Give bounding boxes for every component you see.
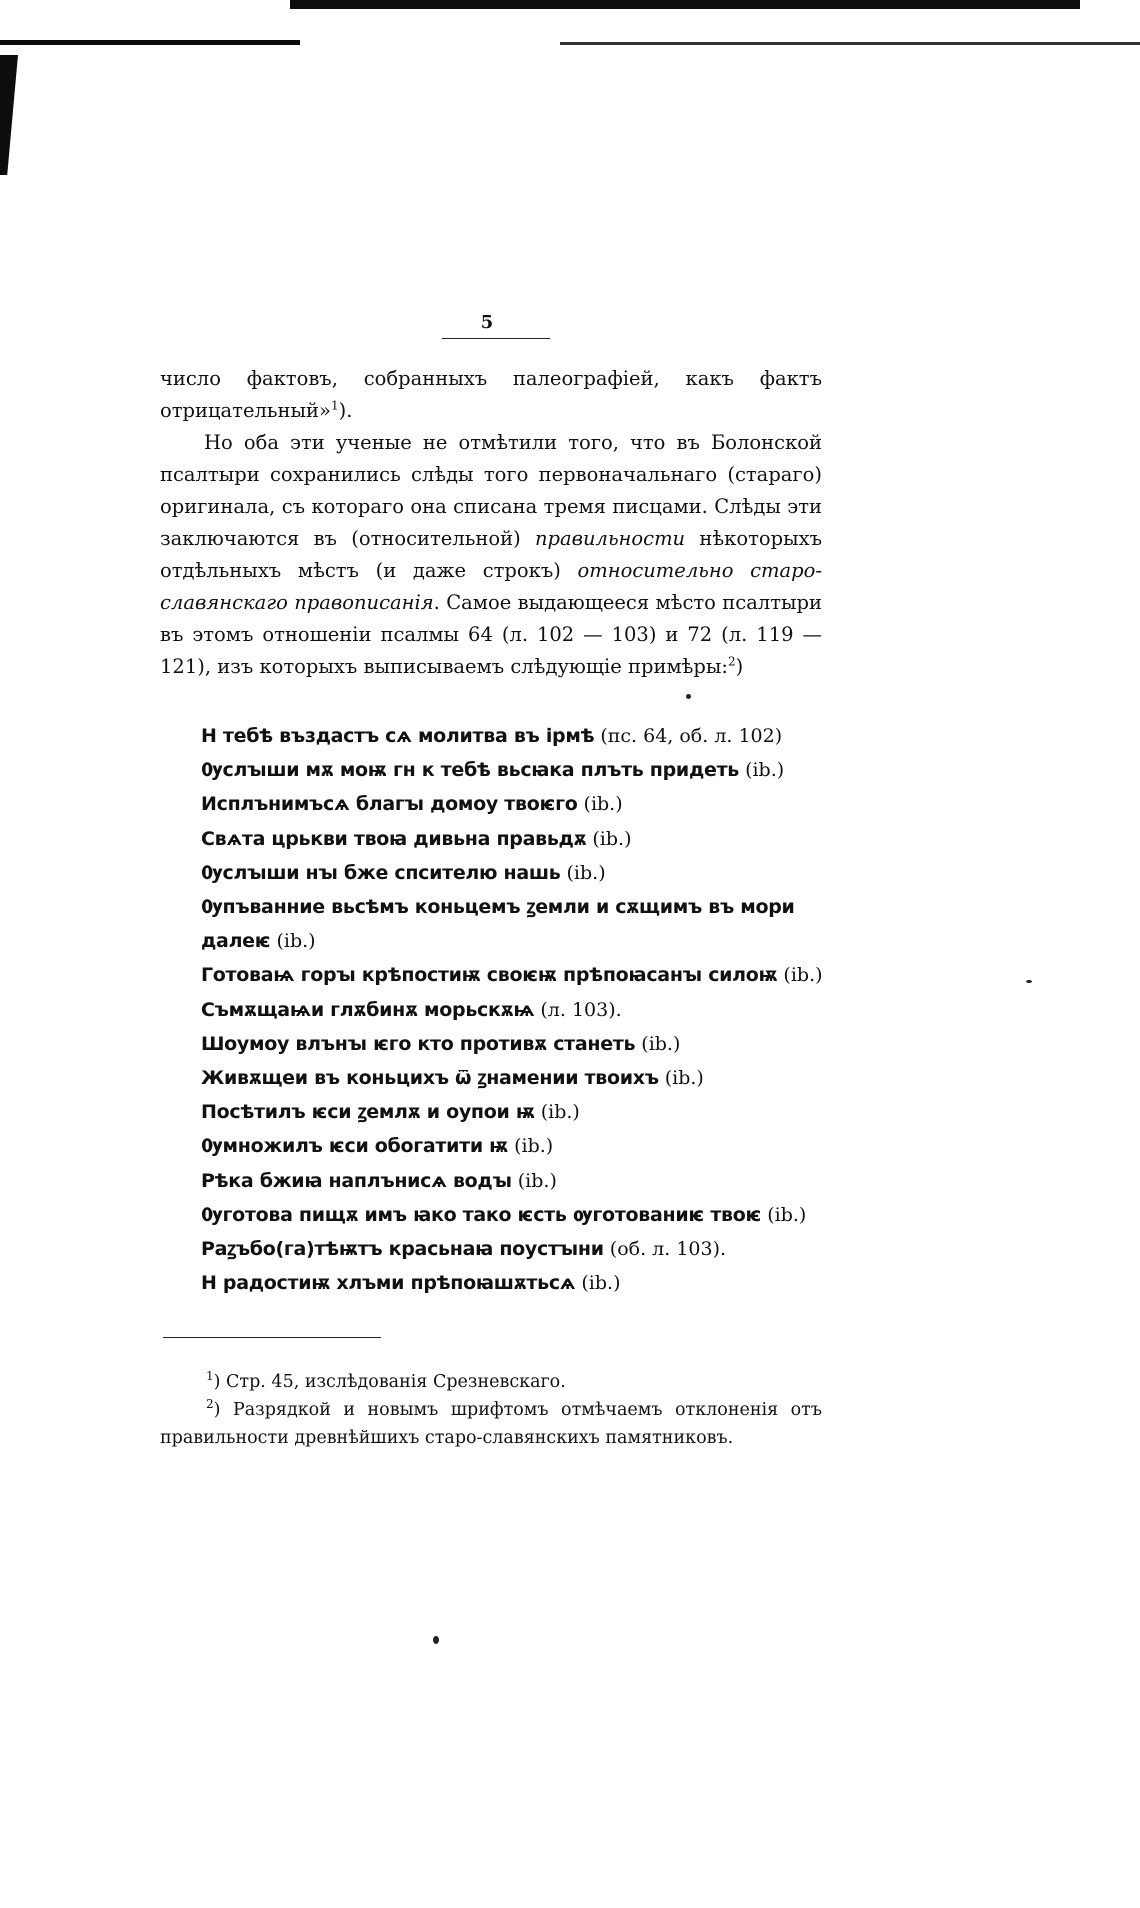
paragraph-1: число фактовъ, собранныхъ палеографіей, какъ фактъ отрицательный»$^1$). [160, 367, 822, 422]
example-line: Живѫщеи въ коньцихъ ѿ ꙁнамении твоихъ (ib.) [201, 1067, 704, 1090]
example-line: Ѹмножилъ ѥси обогатити ѭ (ib.) [201, 1135, 554, 1158]
page-number-rule [442, 338, 550, 339]
example-line: Исплънимъсѧ благꙑ домоу твоѥго (ib.) [201, 793, 623, 816]
example-line: Готоваѩ горꙑ крѣпостиѭ своѥѭ прѣпоꙗсанꙑ силоѭ (ib.) [201, 964, 823, 987]
body-text [160, 363, 822, 683]
footnote-ref-1: 1 [330, 398, 339, 413]
example-line: Н радостиѭ хлъми прѣпоꙗшѫтьсѧ (ib.) [201, 1272, 621, 1295]
example-line: Ѹслꙑши нꙑ бже спсителю нашь (ib.) [201, 861, 606, 884]
footnote-2: $^2$) Разрядкой и новымъ шрифтомъ отмѣчаемъ отклоненія отъ правильности древнѣйшихъ старо-славянскихъ памятниковъ. [160, 1397, 822, 1448]
example-line: Рѣка бжиꙗ наплънисѧ водꙑ (ib.) [201, 1169, 557, 1192]
ink-speck [686, 694, 691, 699]
footnotes [160, 1368, 822, 1452]
footnote-1: $^1$) Стр. 45, изслѣдованія Срезневскаго. [206, 1369, 566, 1392]
scan-edge-left [0, 55, 18, 175]
example-line: Ѹслꙑши мѫ моѭ гн к тебѣ вьсꙗка плъть придеть (ib.) [201, 759, 785, 782]
emphasis-staroslav: относительно старо-славянскаго правописанія [160, 559, 822, 614]
paragraph-2: Но оба эти ученые не отмѣтили того, что въ Болонской псалтыри сохранились слѣды того первоначальнаго (стараго) оригинала, съ котораго она списана тремя писцами. Слѣды эти заключаются въ (относительной) правильности нѣкоторыхъ отдѣльныхъ мѣстъ (и даже строкъ) относительно старо-славянскаго правописанія. Самое выдающееся мѣсто псалтыри въ этомъ отношеніи псалмы 64 (л. 102 — 103) и 72 (л. 119 — 121), изъ которыхъ выписываемъ слѣдующіе примѣры:$^2$) [160, 431, 823, 678]
example-line: Шоумоу влънꙑ ѥго кто противѫ станеть (ib.) [201, 1032, 681, 1055]
page-number: 5 [480, 312, 494, 333]
example-line: Раꙁъбо(га)тѣѭтъ красьнаꙗ поустꙑни (об. л. 103). [201, 1238, 727, 1261]
example-line: Ѹготова пищѫ имъ ꙗко тако ѥсть ѹготованиѥ твоѥ (ib.) [201, 1203, 807, 1226]
ink-speck [1026, 980, 1032, 983]
psalter-examples [201, 719, 823, 1300]
example-line: Посѣтилъ ѥси ꙁемлѫ и оупои ѭ (ib.) [201, 1101, 580, 1124]
footnote-ref-2: 2 [727, 654, 736, 669]
example-line: Съмѫщаѩи глѫбинѫ морьскѫѩ (л. 103). [201, 998, 622, 1021]
example-line: Ѹпъванние вьсѣмъ коньцемъ ꙁемли и сѫщимъ въ мори далеѥ (ib.) [201, 896, 795, 953]
scan-edge-top-left [0, 40, 300, 45]
emphasis-pravilnosti: правильности [534, 527, 686, 550]
example-line: Н тебѣ въздастъ сѧ молитва въ ірмѣ (пс. 64, об. л. 102) [201, 725, 783, 747]
ink-speck [433, 1636, 439, 1644]
scan-edge-top [290, 0, 1080, 9]
footnote-rule [163, 1337, 381, 1338]
scan-edge-top-right [560, 42, 1140, 45]
example-line: Свѧта црькви твоꙗ дивьна правьдѫ (ib.) [201, 827, 632, 850]
